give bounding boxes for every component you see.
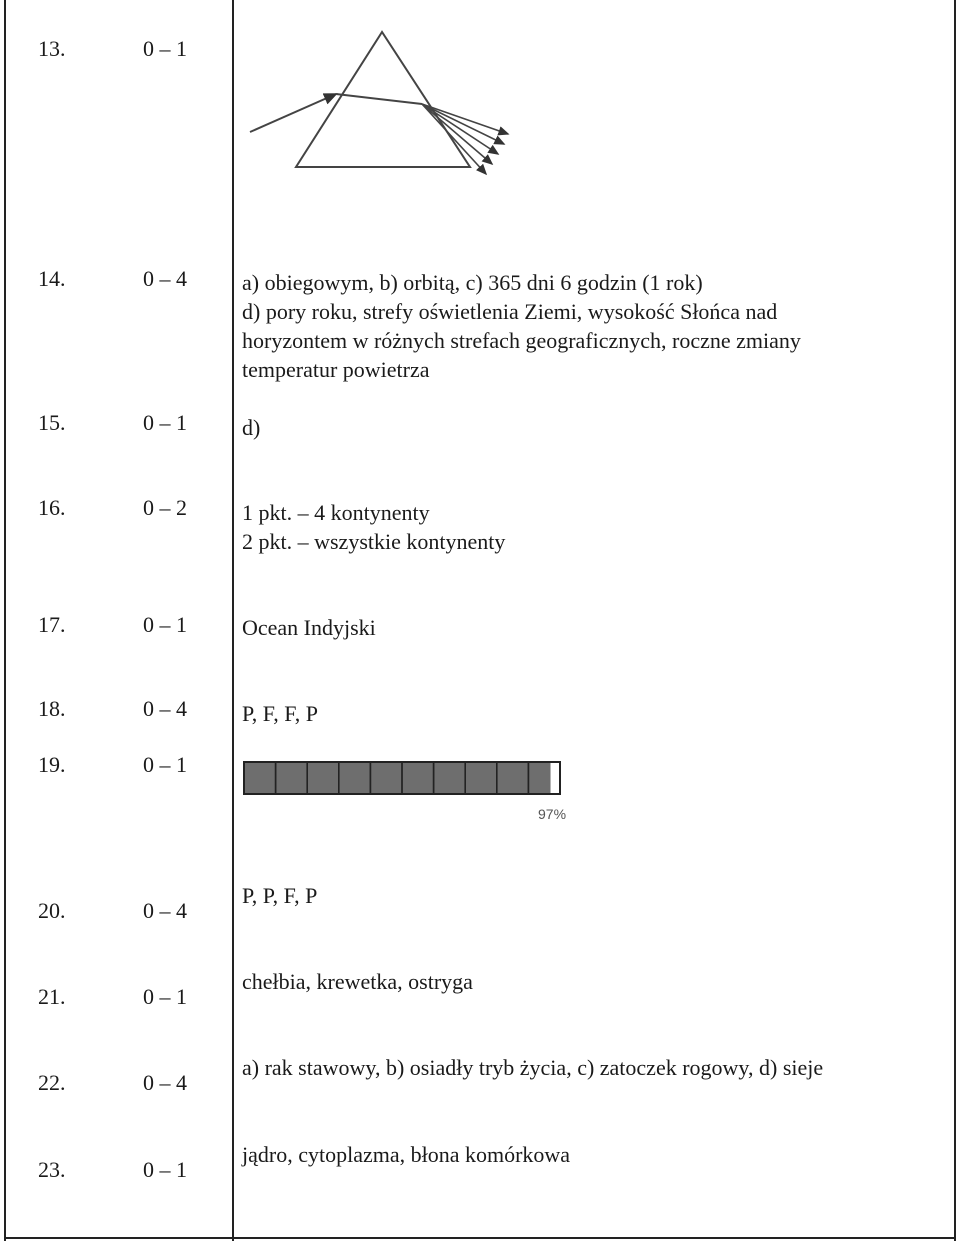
answer-line: a) obiegowym, b) orbitą, c) 365 dni 6 godzin (1 rok) (242, 270, 703, 295)
task-points: 0 – 4 (143, 898, 187, 923)
task-number: 15. (38, 410, 66, 435)
answer-text: P, F, F, P (242, 701, 318, 726)
table-border-bottom (4, 1237, 956, 1239)
answer-line: d) pory roku, strefy oświetlenia Ziemi, wysokość Słońca nad (242, 299, 778, 324)
prism-dispersion-icon (236, 22, 516, 192)
task-points: 0 – 1 (143, 410, 187, 435)
answer-text: chełbia, krewetka, ostryga (242, 969, 473, 994)
task-number: 20. (38, 898, 66, 923)
task-points: 0 – 4 (143, 266, 187, 291)
task-number: 18. (38, 696, 66, 721)
table-column-divider (232, 0, 234, 1241)
task-points: 0 – 4 (143, 1070, 187, 1095)
task-number: 21. (38, 984, 66, 1009)
answer-text (242, 268, 801, 384)
task-points: 0 – 1 (143, 1157, 187, 1182)
answer-text: P, P, F, P (242, 883, 318, 908)
task-points: 0 – 2 (143, 495, 187, 520)
table-border-right (954, 0, 956, 1241)
answer-line: 1 pkt. – 4 kontynenty (242, 500, 430, 525)
task-number: 17. (38, 612, 66, 637)
answer-line: 2 pkt. – wszystkie kontynenty (242, 529, 506, 554)
task-points: 0 – 4 (143, 696, 187, 721)
task-points: 0 – 1 (143, 36, 187, 61)
progress-bar (238, 752, 583, 824)
answer-text: jądro, cytoplazma, błona komórkowa (242, 1142, 571, 1167)
answer-text (242, 498, 505, 556)
task-points: 0 – 1 (143, 984, 187, 1009)
progress-label: 97% (538, 806, 567, 822)
task-number: 19. (38, 752, 66, 777)
answer-line: temperatur powietrza (242, 357, 430, 382)
task-number: 13. (38, 36, 66, 61)
task-number: 22. (38, 1070, 66, 1095)
task-number: 23. (38, 1157, 66, 1182)
task-number: 14. (38, 266, 66, 291)
progress-fill (244, 762, 551, 794)
answer-text: a) rak stawowy, b) osiadły tryb życia, c) zatoczek rogowy, d) sieje (242, 1055, 824, 1080)
task-points: 0 – 1 (143, 752, 187, 777)
task-number: 16. (38, 495, 66, 520)
task-points: 0 – 1 (143, 612, 187, 637)
table-border-left (4, 0, 6, 1241)
progress-segments (244, 762, 560, 794)
answer-line: horyzontem w różnych strefach geograficznych, roczne zmiany (242, 328, 801, 353)
answer-text: d) (242, 415, 261, 440)
answer-text: Ocean Indyjski (242, 615, 376, 640)
